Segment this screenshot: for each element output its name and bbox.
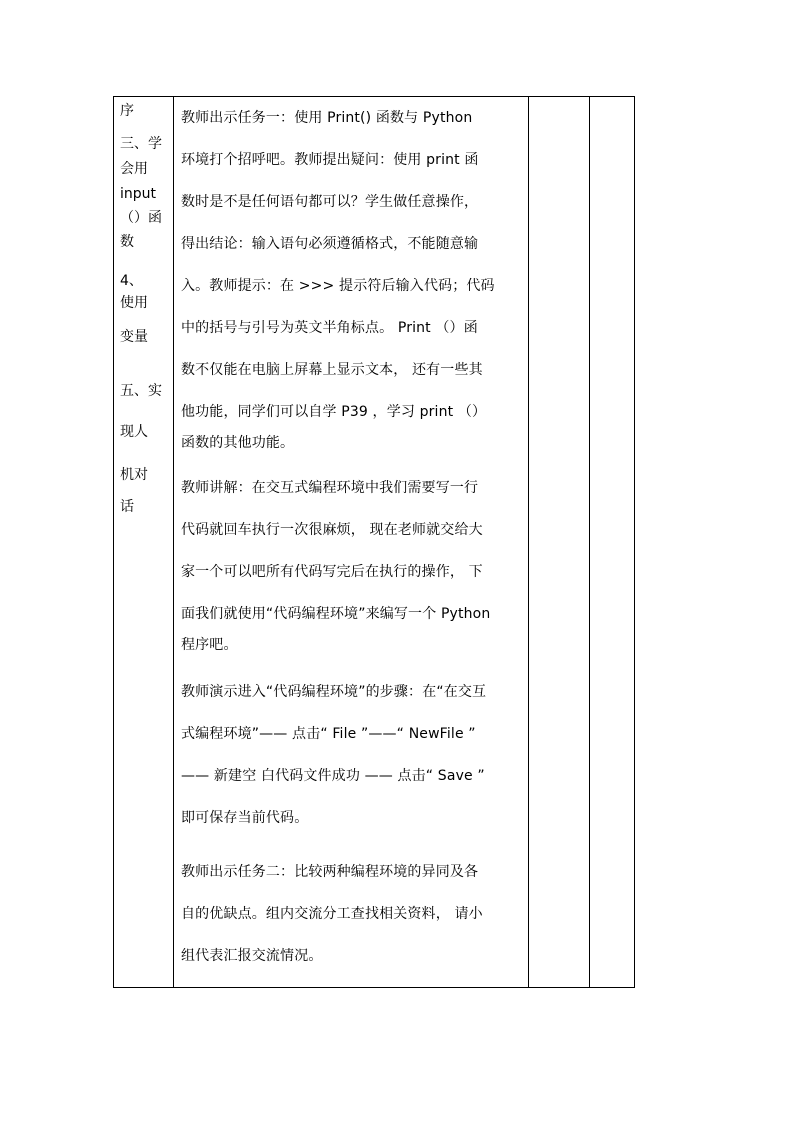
stage-text: 变量 [120,329,148,345]
activity-line: 得出结论：输入语句必须遵循格式，不能随意输 [181,236,479,252]
activity-line: 教师讲解：在交互式编程环境中我们需要写一行 [181,480,479,496]
empty-column [529,97,589,987]
stage-text: 4、 [120,273,143,289]
stage-text: 现人 [120,424,148,440]
stage-column [114,97,173,987]
activity-line: 程序吧。 [181,637,238,653]
activity-line: 式编程环境”—— 点击“ File ”——“ NewFile ” [181,726,476,742]
activity-line: 面我们就使用“代码编程环境”来编写一个 Python [181,606,491,622]
stage-text: 数 [120,234,134,250]
empty-column [590,97,635,987]
stage-text: 话 [120,499,134,515]
stage-text: 使用 [120,295,148,311]
stage-text: 三、学 [120,136,162,152]
activity-line: 教师演示进入“代码编程环境”的步骤：在“在交互 [181,684,487,700]
stage-text: 序 [120,103,134,119]
activity-line: —— 新建空 白代码文件成功 —— 点击“ Save ” [181,768,485,784]
stage-text: input [120,186,157,202]
activity-line: 函数的其他功能。 [181,435,295,451]
stage-text: （）函 [120,210,162,226]
stage-text: 会用 [120,161,148,177]
activity-column [174,97,528,987]
activity-line: 教师出示任务二：比较两种编程环境的异同及各 [181,864,479,880]
activity-line: 环境打个招呼吧。教师提出疑问：使用 print 函 [181,152,479,168]
lesson-table [113,96,635,988]
activity-line: 组代表汇报交流情况。 [181,948,323,964]
activity-line: 教师出示任务一：使用 Print() 函数与 Python [181,110,473,126]
activity-line: 家一个可以吧所有代码写完后在执行的操作， 下 [181,564,483,580]
activity-line: 他功能，同学们可以自学 P39 ，学习 print （） [181,404,487,420]
activity-line: 即可保存当前代码。 [181,810,309,826]
activity-line: 自的优缺点。组内交流分工查找相关资料， 请小 [181,906,483,922]
activity-line: 中的括号与引号为英文半角标点。 Print （）函 [181,320,478,336]
activity-line: 代码就回车执行一次很麻烦， 现在老师就交给大 [181,522,483,538]
activity-line: 数时是不是任何语句都可以？学生做任意操作， [181,194,479,210]
activity-line: 数不仅能在电脑上屏幕上显示文本， 还有一些其 [181,362,483,378]
stage-text: 五、实 [120,383,162,399]
stage-text: 机对 [120,467,148,483]
activity-line: 入。教师提示：在 >>> 提示符后输入代码；代码 [181,278,495,294]
